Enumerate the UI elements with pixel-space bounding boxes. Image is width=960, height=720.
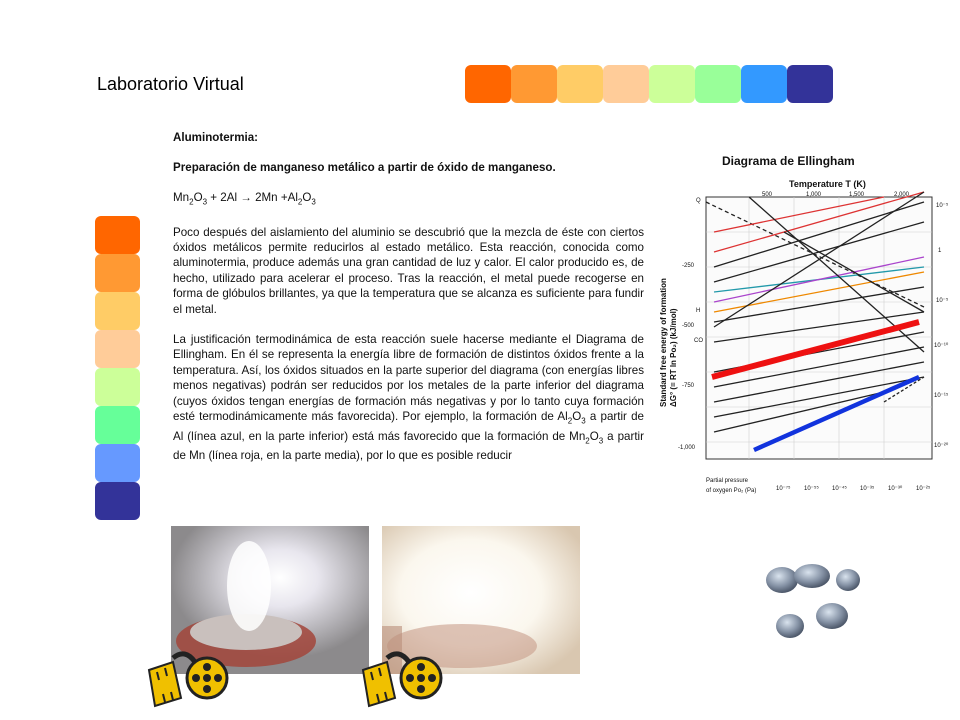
side-color-palette (95, 216, 140, 520)
right-tick: 10⁻⁵ (936, 203, 949, 209)
side-swatch[interactable] (95, 292, 140, 330)
side-swatch[interactable] (95, 406, 140, 444)
metal-globules-image (760, 558, 870, 648)
diagram-x-title: Temperature T (K) (789, 179, 866, 189)
palette-swatch[interactable] (465, 65, 511, 103)
x-tick: 1,000 (806, 192, 822, 198)
article-content (173, 130, 644, 464)
diagram-y-title-2: ΔG° (= RT ln Po₂) (kJ/mol) (669, 308, 678, 407)
film-reel-icon[interactable] (357, 648, 443, 710)
x-tick: 1,500 (849, 192, 865, 198)
paragraph-intro: Poco después del aislamiento del aluminio se descubrió que la mezcla de éste con ciertos óxidos metálicos permite reducirlos al estado metálico. Esta reacción, conocida como aluminotermia, produce además una gran cantidad de luz y calor. El calor producido es, de hecho, utilizado para acelerar el proceso. Tras la reacción, el metal puede recogerse en forma de glóbulos brillantes, ya que la temperatura que se alcanza es suficiente para fundir el metal. (173, 225, 644, 316)
bottom-label: Partial pressure (706, 478, 749, 484)
palette-swatch[interactable] (787, 65, 833, 103)
paragraph-ellingham: La justificación termodinámica de esta reacción suele hacerse mediante el Diagrama de Ellingham. En él se representa la energía libre de formación de distintos óxidos frente a la temperatura. Así, los óxidos situados en la parte superior del diagrama (con energías libres menos negativas) podrán ser reducidos por los metales de la parte inferior del diagrama (cuyos óxidos tengan energías de formación más negativas y por lo tanto cuya formación esté termodinámicamente más favorecida). Por ejemplo, la formación de $Al_2O_3$ a partir de Al (línea azul, en la parte inferior) está más favorecido que la formación de $Mn_2O_3$ a partir de Mn (línea roja, en la parte media), por lo que es posible reducir (173, 332, 645, 463)
left-label: H (696, 308, 701, 314)
side-swatch[interactable] (95, 444, 140, 482)
palette-swatch[interactable] (603, 65, 649, 103)
bottom-tick: 10⁻³⁵ (860, 486, 875, 492)
bottom-tick: 10⁻⁷⁵ (776, 486, 791, 492)
side-swatch[interactable] (95, 254, 140, 292)
x-tick: 500 (762, 192, 773, 198)
bottom-tick: 10⁻⁴⁵ (832, 486, 847, 492)
bottom-tick: 10⁻⁵⁵ (804, 486, 819, 492)
diagram-y-title-1: Standard free energy of formation (659, 278, 668, 407)
side-swatch[interactable] (95, 330, 140, 368)
right-tick: 10⁻¹⁵ (934, 393, 949, 399)
right-tick: 1 (938, 248, 942, 254)
right-tick: 10⁻²⁰ (934, 443, 949, 449)
y-tick: -250 (682, 263, 695, 269)
diagram-title: Diagrama de Ellingham (722, 154, 855, 168)
side-swatch[interactable] (95, 216, 140, 254)
top-color-palette (465, 65, 833, 103)
arrow-icon: → (240, 190, 252, 204)
app-title: Laboratorio Virtual (97, 74, 244, 94)
bottom-tick: 10⁻²⁵ (916, 486, 931, 492)
ellingham-diagram (654, 172, 954, 502)
left-label: CO (694, 338, 703, 344)
palette-swatch[interactable] (511, 65, 557, 103)
y-tick: -750 (682, 383, 695, 389)
side-swatch[interactable] (95, 368, 140, 406)
film-reel-icon[interactable] (143, 648, 229, 710)
palette-swatch[interactable] (649, 65, 695, 103)
y-tick: -1,000 (678, 445, 696, 451)
section-title: Aluminotermia: (173, 131, 259, 144)
bottom-label: of oxygen Po₂ (Pa) (706, 488, 757, 494)
palette-swatch[interactable] (695, 65, 741, 103)
side-swatch[interactable] (95, 482, 140, 520)
y-tick: -500 (682, 323, 695, 329)
palette-swatch[interactable] (557, 65, 603, 103)
reaction-equation: $Mn_2O_3 + 2Al \to 2Mn +Al_2O_3$ (173, 190, 316, 207)
right-tick: 10⁻⁵ (936, 298, 949, 304)
x-tick: 2,000 (894, 192, 910, 198)
section-subtitle: Preparación de manganeso metálico a partir de óxido de manganeso. (173, 161, 556, 175)
right-tick: 10⁻¹⁰ (934, 343, 949, 349)
palette-swatch[interactable] (741, 65, 787, 103)
bottom-tick: 10⁻³⁰ (888, 486, 903, 492)
left-label: Q (696, 198, 701, 204)
